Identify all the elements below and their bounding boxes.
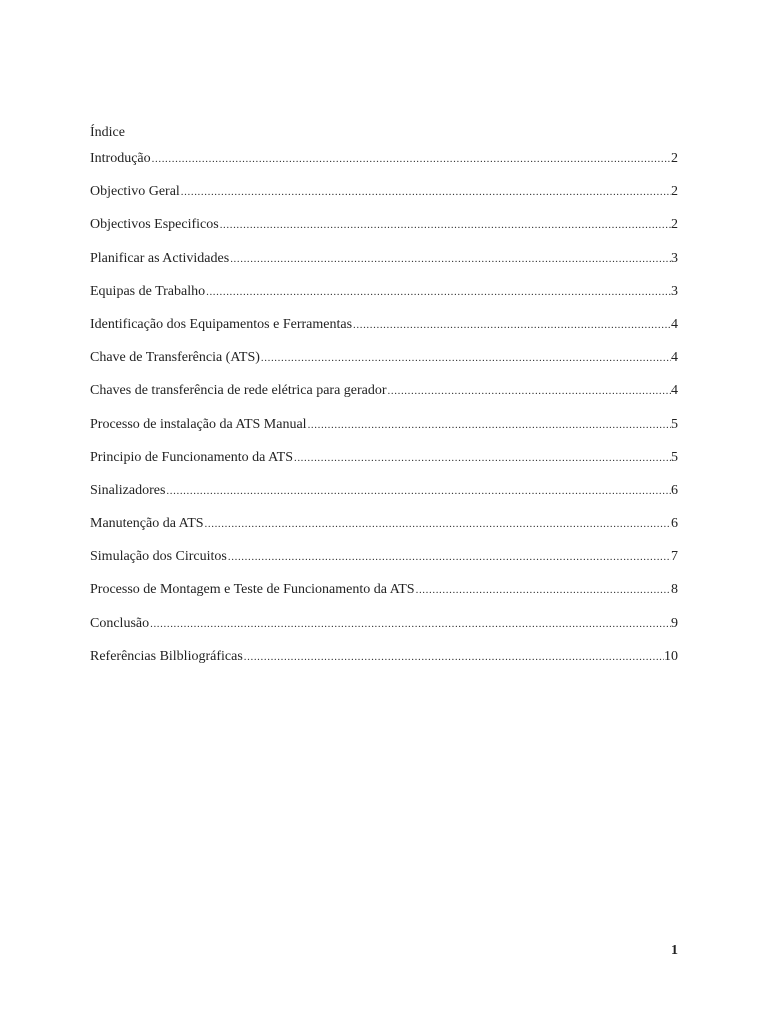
toc-entry-title: Processo de Montagem e Teste de Funcionamento da ATS xyxy=(90,582,415,598)
toc-entry-title: Principio de Funcionamento da ATS xyxy=(90,449,293,465)
toc-entry[interactable] xyxy=(90,283,678,316)
dot-leader xyxy=(308,416,671,434)
toc-entry-page: 4 xyxy=(671,383,678,399)
table-of-contents xyxy=(90,150,678,681)
toc-heading: Índice xyxy=(90,125,125,140)
toc-entry[interactable] xyxy=(90,515,678,548)
dot-leader xyxy=(228,548,671,566)
dot-leader xyxy=(230,250,671,268)
toc-entry[interactable] xyxy=(90,449,678,482)
toc-entry[interactable] xyxy=(90,548,678,581)
toc-entry-page: 9 xyxy=(671,615,678,631)
toc-entry-page: 5 xyxy=(671,416,678,432)
toc-entry-page: 10 xyxy=(664,648,678,664)
toc-entry-title: Simulação dos Circuitos xyxy=(90,549,227,565)
toc-entry-page: 4 xyxy=(671,316,678,332)
dot-leader xyxy=(294,449,671,467)
toc-entry-title: Sinalizadores xyxy=(90,482,166,498)
toc-entry[interactable] xyxy=(90,183,678,216)
toc-entry-page: 2 xyxy=(671,217,678,233)
toc-entry-page: 6 xyxy=(671,516,678,532)
toc-entry-title: Referências Bilbliográficas xyxy=(90,648,243,664)
dot-leader xyxy=(181,183,671,201)
toc-entry[interactable] xyxy=(90,349,678,382)
toc-entry-page: 2 xyxy=(671,184,678,200)
dot-leader xyxy=(416,581,671,599)
toc-entry-title: Identificação dos Equipamentos e Ferramentas xyxy=(90,316,353,332)
toc-entry-page: 5 xyxy=(671,449,678,465)
toc-entry[interactable] xyxy=(90,382,678,415)
toc-entry-page: 2 xyxy=(671,151,678,166)
toc-entry[interactable] xyxy=(90,316,678,349)
dot-leader xyxy=(150,615,671,633)
toc-entry[interactable] xyxy=(90,648,678,681)
dot-leader xyxy=(353,316,671,334)
toc-entry[interactable] xyxy=(90,250,678,283)
toc-entry[interactable] xyxy=(90,150,678,183)
toc-entry-page: 6 xyxy=(671,482,678,498)
toc-entry-page: 4 xyxy=(671,350,678,366)
toc-entry[interactable] xyxy=(90,615,678,648)
toc-entry-page: 3 xyxy=(671,250,678,266)
toc-entry-title: Introdução xyxy=(90,151,151,166)
toc-entry-title: Manutenção da ATS xyxy=(90,516,204,532)
page-number: 1 xyxy=(671,943,678,958)
dot-leader xyxy=(166,482,671,500)
toc-entry-page: 3 xyxy=(671,283,678,299)
toc-entry-page: 8 xyxy=(671,582,678,598)
toc-entry-title: Objectivos Especificos xyxy=(90,217,219,233)
toc-entry[interactable] xyxy=(90,581,678,614)
dot-leader xyxy=(205,515,671,533)
toc-entry[interactable] xyxy=(90,482,678,515)
toc-entry-title: Processo de instalação da ATS Manual xyxy=(90,416,307,432)
toc-entry[interactable] xyxy=(90,416,678,449)
toc-entry-page: 7 xyxy=(671,549,678,565)
toc-entry-title: Chave de Transferência (ATS) xyxy=(90,350,260,366)
toc-entry-title: Conclusão xyxy=(90,615,150,631)
toc-entry-title: Equipas de Trabalho xyxy=(90,283,206,299)
dot-leader xyxy=(244,648,664,666)
toc-entry[interactable] xyxy=(90,216,678,249)
toc-entry-title: Chaves de transferência de rede elétrica para gerador xyxy=(90,383,387,399)
dot-leader xyxy=(206,283,671,301)
toc-entry-title: Objectivo Geral xyxy=(90,184,180,200)
dot-leader xyxy=(261,349,671,367)
dot-leader xyxy=(220,216,671,234)
dot-leader xyxy=(152,150,671,168)
dot-leader xyxy=(388,382,671,400)
toc-entry-title: Planificar as Actividades xyxy=(90,250,230,266)
